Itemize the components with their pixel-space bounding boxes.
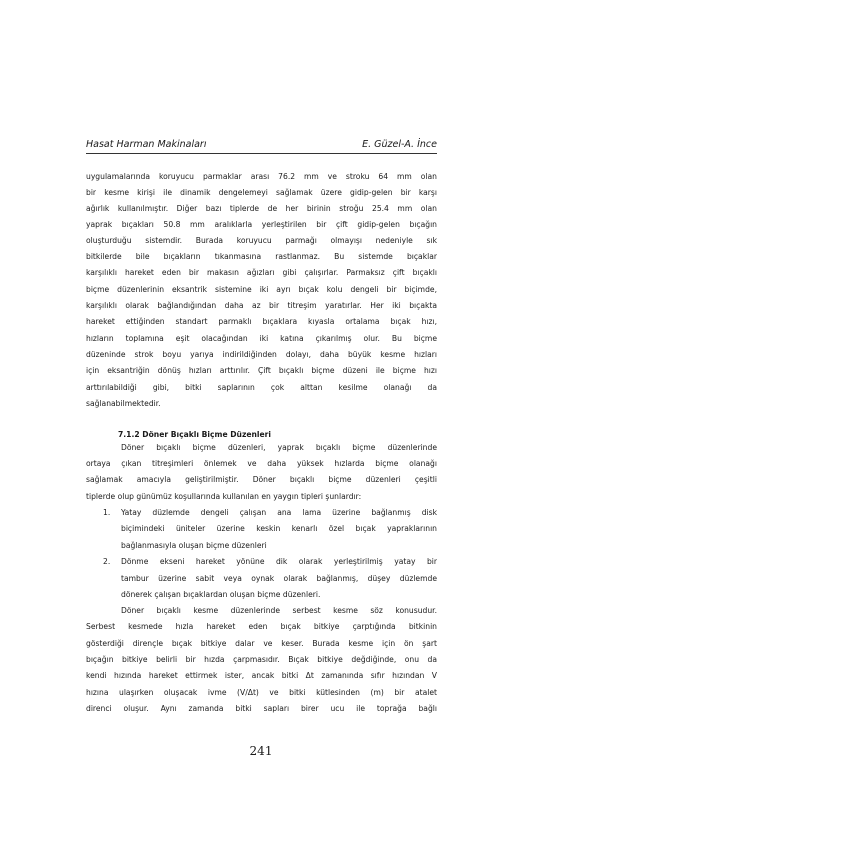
text-line: karşılıklı olarak bağlandığından daha az bir titreşim yaratırlar. Her iki bıçakta (86, 301, 437, 310)
text-line: arttırılabildiği gibi, bitki saplarının çok alttan kesilme olanağı da (86, 383, 437, 392)
text-line: yaprak bıçakları 50.8 mm aralıklarla yerleştirilen bir çift gidip-gelen bıçağın (86, 220, 437, 229)
text-line: oluşturduğu sistemdir. Burada koruyucu parmağı olmayışı nedeniyle sık (86, 236, 437, 245)
text-line: dönerek çalışan bıçaklardan oluşan biçme düzenleri. (121, 590, 321, 599)
text-line: hızların toplamına eşit olacağından iki katına çıkarılmış olur. Bu biçme (86, 334, 437, 343)
section-heading: 7.1.2 Döner Bıçaklı Biçme Düzenleri (118, 430, 272, 439)
list-number: 1. (103, 508, 111, 517)
header-book-title: Hasat Harman Makinaları (86, 139, 207, 150)
list-number: 2. (103, 557, 111, 566)
text-line: gösterdiği dirençle bıçak bitkiye dalar ve keser. Burada kesme için ön şart (86, 639, 437, 648)
text-line: hızına ulaşırken oluşacak ivme (V/Δt) ve bitki kütlesinden (m) bir atalet (86, 688, 437, 697)
text-line: direnci oluşur. Aynı zamanda bitki sapları birer ucu ile toprağa bağlı (86, 704, 437, 713)
text-line: karşılıklı hareket eden bir makasın ağızları gibi çalışırlar. Parmaksız çift bıçaklı (86, 268, 437, 277)
text-line: uygulamalarında koruyucu parmaklar arası 76.2 mm ve stroku 64 mm olan (86, 172, 437, 181)
text-line: bitkilerde bile bıçakların tıkanmasına rastlanmaz. Bu sistemde bıçaklar (86, 252, 437, 261)
text-line: tambur üzerine sabit veya oynak olarak bağlanmış, düşey düzlemde (121, 574, 437, 583)
text-line: Serbest kesmede hızla hareket eden bıçak bitkiye çarptığında bitkinin (86, 622, 437, 631)
text-line: Dönme ekseni hareket yönüne dik olarak yerleştirilmiş yatay bir (121, 557, 437, 566)
text-line: için eksantriğin dönüş hızları arttırılır. Çift bıçaklı biçme düzeni ile biçme hızı (86, 366, 437, 375)
text-line: bağlanmasıyla oluşan biçme düzenleri (121, 541, 267, 550)
text-line: bıçağın bitkiye belirli bir hızda çarpmasıdır. Bıçak bitkiye değdiğinde, onu da (86, 655, 437, 664)
running-header (86, 139, 437, 154)
text-line: ortaya çıkan titreşimleri önlemek ve daha yüksek hızlarda biçme olanağı (86, 459, 437, 468)
text-line: tiplerde olup günümüz koşullarında kullanılan en yaygın tipleri şunlardır: (86, 492, 362, 501)
text-line: biçme düzenlerinin eksantrik sistemine iki ayrı bıçak kolu dengeli bir biçimde, (86, 285, 437, 294)
text-line: ağırlık kullanılmıştır. Diğer bazı tiplerde de her birinin stroğu 25.4 mm olan (86, 204, 437, 213)
text-line: düzeninde strok boyu yarıya indirildiğinden dolayı, daha büyük kesme hızları (86, 350, 437, 359)
text-line: Döner bıçaklı biçme düzenleri, yaprak bıçaklı biçme düzenlerinde (121, 443, 437, 452)
text-line: hareket ettiğinden standart parmaklı bıçaklara kıyasla ortalama bıçak hızı, (86, 317, 437, 326)
text-line: Döner bıçaklı kesme düzenlerinde serbest kesme söz konusudur. (121, 606, 437, 615)
text-line: Yatay düzlemde dengeli çalışan ana lama üzerine bağlanmış disk (121, 508, 437, 517)
text-line: sağlamak amacıyla geliştirilmiştir. Döner bıçaklı biçme düzenleri çeşitli (86, 475, 437, 484)
text-line: biçimindeki üniteler üzerine keskin kenarlı özel bıçak yapraklarının (121, 524, 437, 533)
page-number: 241 (249, 744, 273, 758)
text-line: bir kesme kirişi ile dinamik dengelemeyi sağlamak üzere gidip-gelen bir karşı (86, 188, 437, 197)
text-line: sağlanabilmektedir. (86, 399, 161, 408)
header-authors: E. Güzel-A. İnce (362, 139, 437, 150)
text-line: kendi hızında hareket ettirmek ister, ancak bitki Δt zamanında sıfır hızından V (86, 671, 437, 680)
